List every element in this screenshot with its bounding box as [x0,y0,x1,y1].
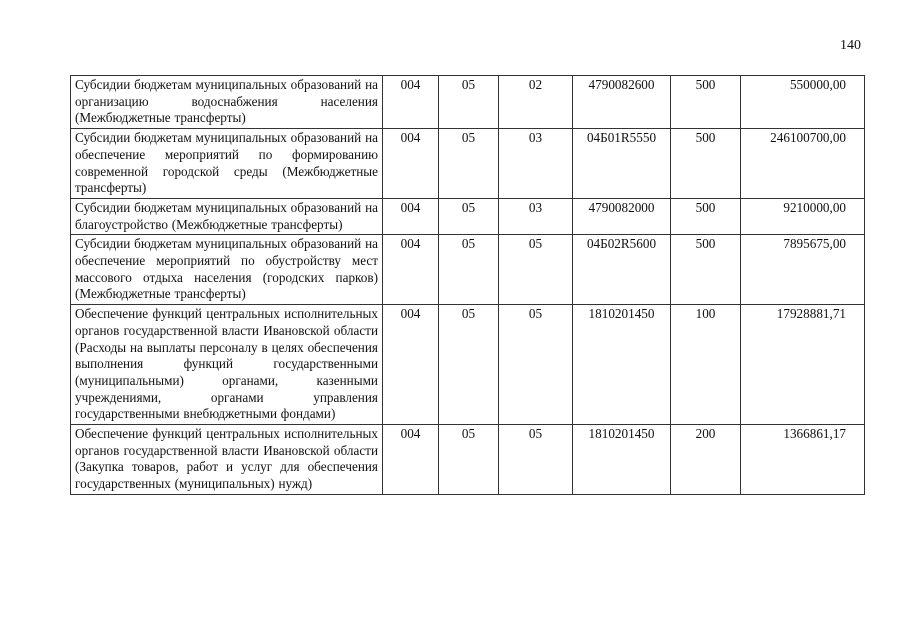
amount: 9210000,00 [741,198,865,234]
amount: 17928881,71 [741,305,865,425]
row-description: Субсидии бюджетам муниципальных образований на обеспечение мероприятий по обустройству мест массового отдыха населения (городских парков) (Межбюджетные трансферты) [71,235,383,305]
target-article-code: 1810201450 [573,305,671,425]
expense-kind-code: 500 [671,129,741,199]
row-description: Обеспечение функций центральных исполнительных органов государственной власти Ивановской области (Расходы на выплаты персоналу в целях обеспечения выполнения функций государственными (муниципальными) органами, казенными учреждениями, органами управления государственными внебюджетными фондами) [71,305,383,425]
row-description: Обеспечение функций центральных исполнительных органов государственной власти Ивановской области (Закупка товаров, работ и услуг для обеспечения государственных (муниципальных) нужд) [71,425,383,495]
subsection-code: 05 [499,425,573,495]
amount: 550000,00 [741,76,865,129]
section-code: 05 [439,305,499,425]
subsection-code: 02 [499,76,573,129]
page-number: 140 [840,38,861,53]
target-article-code: 04Б01R5550 [573,129,671,199]
section-code: 05 [439,129,499,199]
expense-kind-code: 100 [671,305,741,425]
table-row [71,305,865,425]
amount: 1366861,17 [741,425,865,495]
ministry-code: 004 [383,129,439,199]
ministry-code: 004 [383,305,439,425]
expense-kind-code: 500 [671,76,741,129]
ministry-code: 004 [383,198,439,234]
ministry-code: 004 [383,235,439,305]
table-row [71,235,865,305]
table-row [71,129,865,199]
subsection-code: 05 [499,235,573,305]
expense-kind-code: 500 [671,198,741,234]
row-description: Субсидии бюджетам муниципальных образований на организацию водоснабжения населения (Межбюджетные трансферты) [71,76,383,129]
table-row [71,425,865,495]
section-code: 05 [439,76,499,129]
amount: 246100700,00 [741,129,865,199]
budget-table [70,75,865,495]
table-row [71,198,865,234]
subsection-code: 03 [499,198,573,234]
ministry-code: 004 [383,76,439,129]
target-article-code: 04Б02R5600 [573,235,671,305]
table-row [71,76,865,129]
amount: 7895675,00 [741,235,865,305]
section-code: 05 [439,198,499,234]
target-article-code: 1810201450 [573,425,671,495]
row-description: Субсидии бюджетам муниципальных образований на обеспечение мероприятий по формированию современной городской среды (Межбюджетные трансферты) [71,129,383,199]
row-description: Субсидии бюджетам муниципальных образований на благоустройство (Межбюджетные трансферты) [71,198,383,234]
expense-kind-code: 200 [671,425,741,495]
target-article-code: 4790082600 [573,76,671,129]
ministry-code: 004 [383,425,439,495]
subsection-code: 03 [499,129,573,199]
section-code: 05 [439,425,499,495]
section-code: 05 [439,235,499,305]
subsection-code: 05 [499,305,573,425]
target-article-code: 4790082000 [573,198,671,234]
expense-kind-code: 500 [671,235,741,305]
